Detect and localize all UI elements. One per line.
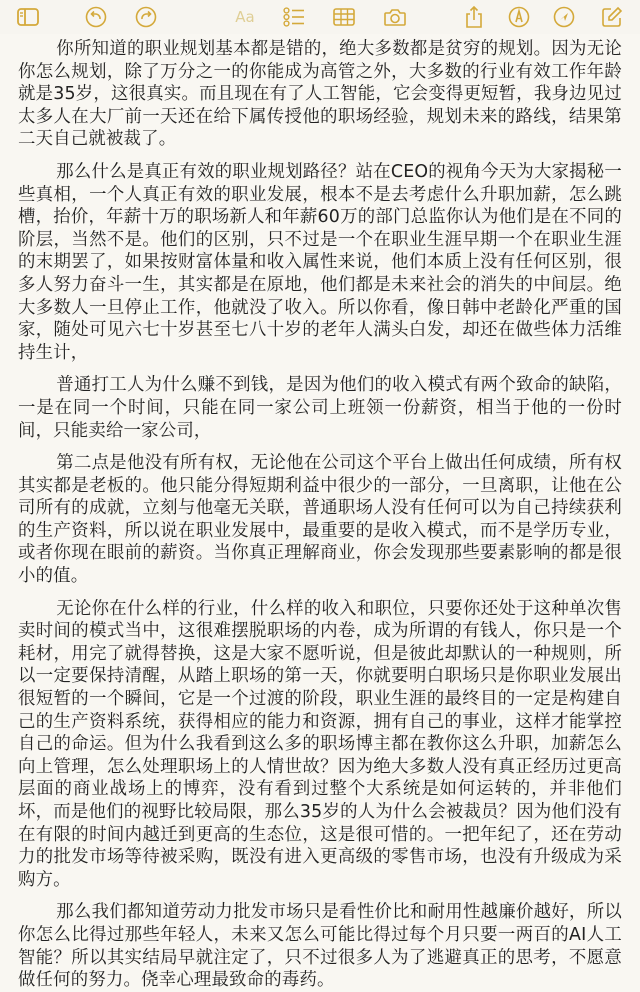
compose-icon[interactable]: [600, 5, 624, 29]
sidebar-icon[interactable]: [16, 5, 40, 29]
undo-icon[interactable]: [84, 5, 108, 29]
table-icon[interactable]: [332, 5, 356, 29]
paragraph: 那么我们都知道劳动力批发市场只是看性价比和耐用性越廉价越好，所以你怎么比得过那些年轻人，未来又怎么可能比得过每个月只要一两百的AI人工智能？所以其实结局早就注定了，只不过很多人为了逃避真正的思考，不愿意做任何的努力。侥幸心理最致命的毒药。: [18, 902, 622, 991]
pen-icon[interactable]: [507, 5, 531, 29]
paragraph: 你所知道的职业规划基本都是错的，绝大多数都是贫穷的规划。因为无论你怎么规划，除了万分之一的你能成为高管之外，大多数的行业有效工作年龄就是35岁，这很真实。而且现在有了人工智能，它会变得更短暂，我身边见过太多人在大厂前一天还在给下属传授他的职场经验，规划未来的路线，结果第二天自己就被裁了。: [18, 39, 622, 150]
format-text-icon[interactable]: Aa: [235, 8, 255, 26]
paragraph: 普通打工人为什么赚不到钱，是因为他们的收入模式有两个致命的缺陷，一是在同一个时间，只能在同一家公司上班领一份薪资，相当于他的一份时间，只能卖给一家公司，: [18, 375, 622, 441]
paragraph: 第二点是他没有所有权，无论他在公司这个平台上做出任何成绩，所有权其实都是老板的。他只能分得短期利益中很少的一部分，一旦离职，让他在公司所有的成就，立刻与他毫无关联，普通职场人没有任何可以为自己持续获利的生产资料，所以说在职业发展中，最重要的是收入模式，而不是学历专业，或者你现在眼前的薪资。当你真正理解商业，你会发现那些要素影响的都是很小的值。: [18, 453, 622, 587]
toolbar: [0, 0, 640, 34]
paragraph: 无论你在什么样的行业，什么样的收入和职位，只要你还处于这种单次售卖时间的模式当中，这很难摆脱职场的内卷，成为所谓的有钱人，你只是一个耗材，用完了就得替换，这是大家不愿听说，但是彼此却默认的一种规则，所以一定要保持清醒，从踏上职场的第一天，你就要明白职场只是你职业发展出很短暂的一个瞬间，它是一个过渡的阶段，职业生涯的最终目的一定是构建自己的生产资料系统，获得相应的能力和资源，拥有自己的事业，这样才能掌控自己的命运。但为什么我看到这么多的职场博主都在教你这么升职，加薪怎么向上管理，怎么处理职场上的人情世故？因为绝大多数人没有真正经历过更高层面的商业战场上的博弈，没有看到过整个大系统是如何运转的，并非他们坏，而是他们的视野比较局限，那么35岁的人为什么会被裁员？因为他们没有在有限的时间内越迁到更高的生态位，这是很可惜的。一把年纪了，还在劳动力的批发市场等待被采购，既没有进入更高级的零售市场，也没有升级成为采购方。: [18, 598, 622, 890]
redo-icon[interactable]: [134, 5, 158, 29]
share-icon[interactable]: [462, 5, 486, 29]
navigate-icon[interactable]: [552, 5, 576, 29]
checklist-icon[interactable]: [282, 5, 306, 29]
note-body[interactable]: [0, 38, 640, 991]
paragraph: 那么什么是真正有效的职业规划路径？站在CEO的视角今天为大家揭秘一些真相，一个人真正有效的职业发展，根本不是去考虑什么升职加薪，怎么跳槽，抬价，年薪十万的职场新人和年薪60万的部门总监你认为他们是在不同的阶层，当然不是。他们的区别，只不过是一个在职业生涯早期一个在职业生涯的末期罢了，如果按财富体量和收入属性来说，他们本质上没有任何区别，很多人努力奋斗一生，其实都是在原地，他们都是未来社会的消失的中间层。绝大多数人一旦停止工作，他就没了收入。所以你看，像日韩中老龄化严重的国家，随处可见六七十岁甚至七八十岁的老年人满头白发，却还在做些体力活维持生计，: [18, 161, 622, 363]
camera-icon[interactable]: [383, 5, 407, 29]
